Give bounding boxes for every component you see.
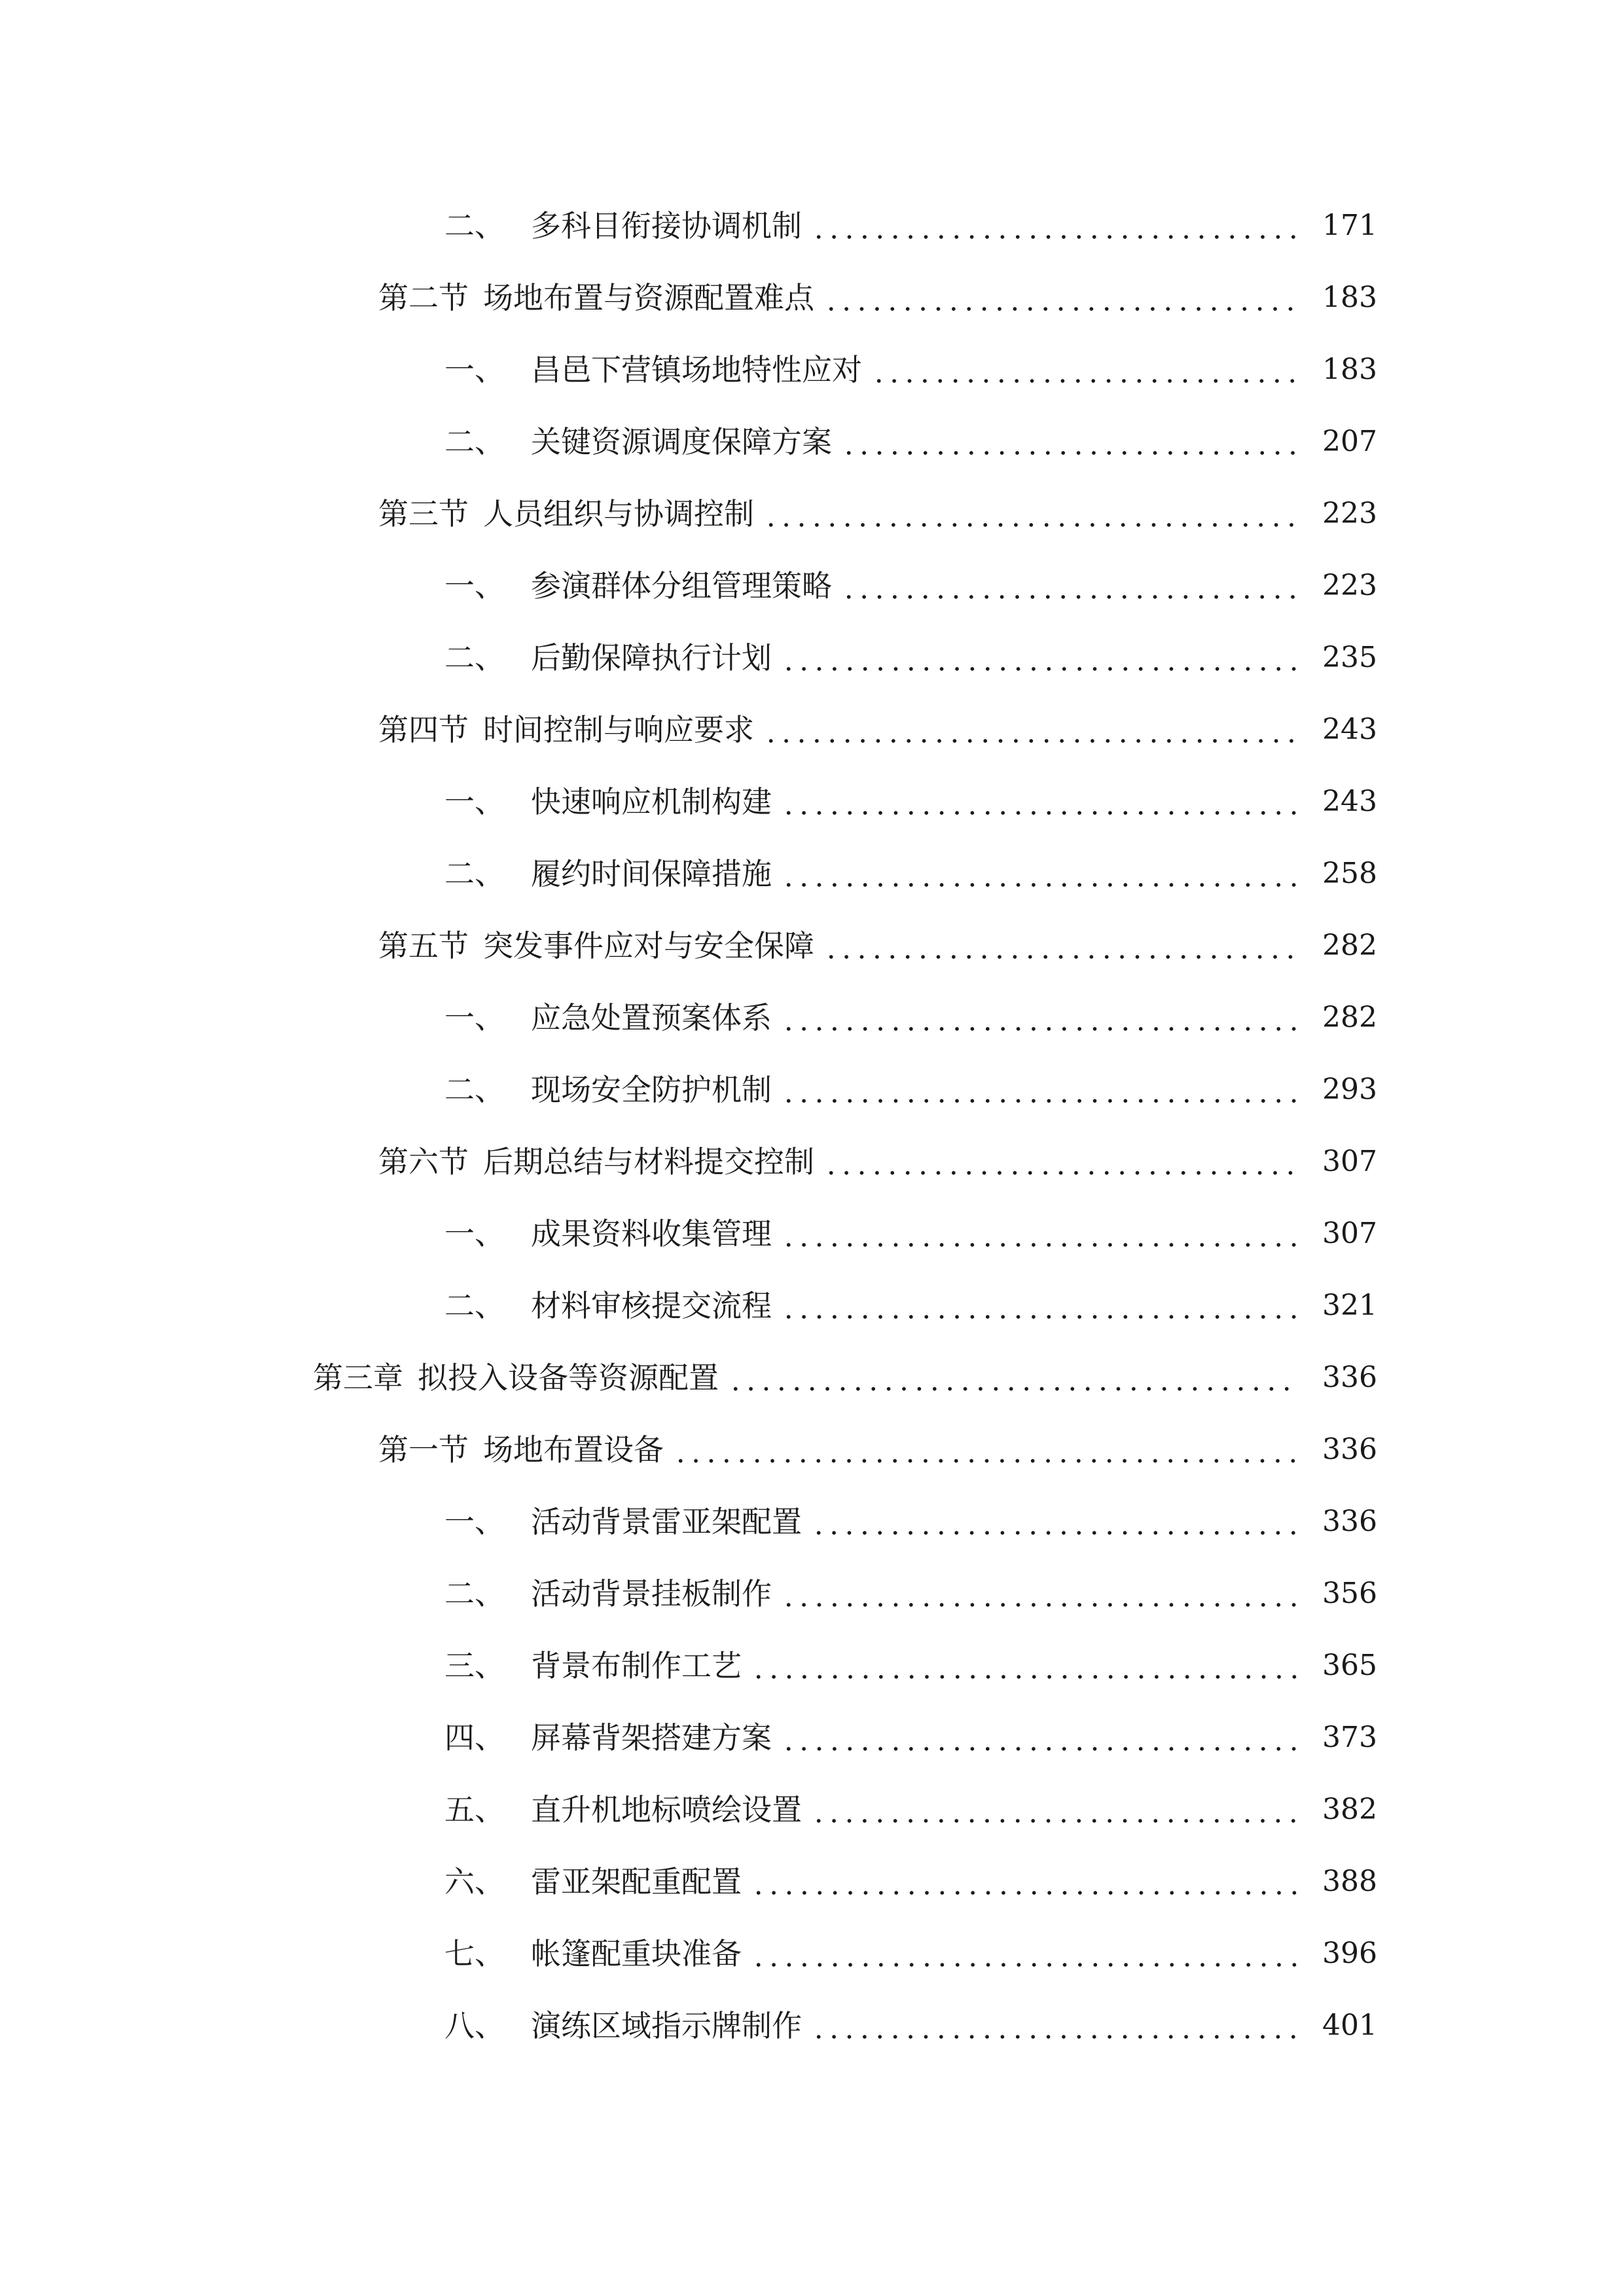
toc-entry-page-number: 282 (1322, 1001, 1377, 1034)
dot-leader (823, 1142, 1297, 1181)
toc-entry[interactable] (0, 1054, 1624, 1126)
toc-entry-page-number: 365 (1322, 1649, 1377, 1682)
toc-entry-page-number: 396 (1322, 1937, 1377, 1970)
toc-entry-title: 后勤保障执行计划 (531, 640, 772, 675)
toc-entry-page-number: 382 (1322, 1793, 1377, 1826)
toc-entry-title: 活动背景雷亚架配置 (531, 1504, 802, 1539)
toc-entry[interactable] (0, 1198, 1624, 1270)
toc-entry[interactable] (0, 478, 1624, 550)
toc-entry-page-number: 223 (1322, 569, 1377, 602)
toc-entry-number: 三、 (444, 1648, 505, 1683)
toc-entry-page-number: 307 (1322, 1145, 1377, 1178)
toc-entry-number: 一、 (444, 352, 505, 387)
toc-entry[interactable] (0, 1702, 1624, 1774)
toc-entry[interactable] (0, 1558, 1624, 1630)
toc-entry-number: 一、 (444, 1216, 505, 1251)
toc-entry-number: 一、 (444, 784, 505, 819)
toc-entry-number: 二、 (444, 1072, 505, 1107)
toc-entry-title: 现场安全防护机制 (531, 1072, 772, 1107)
toc-entry-number: 一、 (444, 1000, 505, 1035)
toc-entry-number: 一、 (444, 1504, 505, 1539)
toc-entry-page-number: 388 (1322, 1865, 1377, 1898)
toc-entry-number: 四、 (444, 1720, 505, 1755)
toc-entry-number: 六、 (444, 1864, 505, 1899)
toc-entry-title: 演练区域指示牌制作 (531, 2008, 802, 2043)
toc-entry-page-number: 207 (1322, 425, 1377, 458)
dot-leader (781, 998, 1297, 1037)
toc-entry-number: 第四节 (378, 712, 469, 747)
toc-entry-page-number: 282 (1322, 929, 1377, 962)
toc-entry-page-number: 336 (1322, 1505, 1377, 1538)
toc-entry-title: 背景布制作工艺 (531, 1648, 742, 1683)
toc-entry-page-number: 243 (1322, 713, 1377, 746)
toc-entry-title: 时间控制与响应要求 (483, 712, 754, 747)
toc-entry-title: 多科目衔接协调机制 (531, 208, 802, 243)
dot-leader (781, 1574, 1297, 1613)
toc-entry[interactable] (0, 1126, 1624, 1198)
toc-entry-page-number: 293 (1322, 1073, 1377, 1106)
toc-entry-title: 直升机地标喷绘设置 (531, 1792, 802, 1827)
toc-entry-title: 履约时间保障措施 (531, 856, 772, 891)
toc-entry[interactable] (0, 1342, 1624, 1414)
dot-leader (751, 1934, 1297, 1973)
toc-entry-page-number: 183 (1322, 353, 1377, 386)
dot-leader (763, 710, 1297, 749)
dot-leader (811, 206, 1297, 245)
dot-leader (781, 1070, 1297, 1109)
toc-entry[interactable] (0, 1990, 1624, 2062)
dot-leader (728, 1358, 1297, 1397)
toc-entry[interactable] (0, 622, 1624, 694)
toc-entry-page-number: 356 (1322, 1577, 1377, 1610)
dot-leader (781, 782, 1297, 821)
toc-entry[interactable] (0, 1414, 1624, 1486)
toc-entry[interactable] (0, 1918, 1624, 1990)
toc-entry-title: 关键资源调度保障方案 (531, 424, 832, 459)
dot-leader (763, 494, 1297, 533)
toc-entry-title: 活动背景挂板制作 (531, 1576, 772, 1611)
toc-entry[interactable] (0, 694, 1624, 766)
toc-entry[interactable] (0, 1774, 1624, 1846)
dot-leader (781, 638, 1297, 677)
toc-entry-number: 第六节 (378, 1144, 469, 1179)
toc-entry-title: 昌邑下营镇场地特性应对 (531, 352, 862, 387)
toc-entry-page-number: 243 (1322, 785, 1377, 818)
toc-entry-number: 二、 (444, 1288, 505, 1323)
toc-entry-number: 五、 (444, 1792, 505, 1827)
toc-entry-title: 成果资料收集管理 (531, 1216, 772, 1251)
toc-entry[interactable] (0, 334, 1624, 406)
toc-entry[interactable] (0, 910, 1624, 982)
toc-entry-title: 拟投入设备等资源配置 (418, 1360, 719, 1395)
toc-entry-title: 场地布置与资源配置难点 (483, 280, 814, 315)
toc-entry-number: 二、 (444, 208, 505, 243)
toc-entry-page-number: 171 (1322, 209, 1377, 242)
toc-entry-page-number: 235 (1322, 641, 1377, 674)
toc-entry-title: 后期总结与材料提交控制 (483, 1144, 814, 1179)
dot-leader (781, 1718, 1297, 1757)
toc-entry-number: 第三节 (378, 496, 469, 531)
toc-entry-number: 第一节 (378, 1432, 469, 1467)
toc-entry[interactable] (0, 550, 1624, 622)
toc-entry[interactable] (0, 838, 1624, 910)
toc-entry[interactable] (0, 1270, 1624, 1342)
toc-entry[interactable] (0, 982, 1624, 1054)
toc-entry-title: 帐篷配重块准备 (531, 1936, 742, 1971)
toc-entry-number: 二、 (444, 1576, 505, 1611)
toc-entry-page-number: 401 (1322, 2009, 1377, 2042)
toc-entry-title: 场地布置设备 (483, 1432, 664, 1467)
toc-entry-number: 二、 (444, 856, 505, 891)
dot-leader (823, 926, 1297, 965)
dot-leader (673, 1430, 1297, 1469)
toc-entry-page-number: 223 (1322, 497, 1377, 530)
toc-entry[interactable] (0, 1846, 1624, 1918)
dot-leader (841, 422, 1297, 461)
toc-entry-title: 参演群体分组管理策略 (531, 568, 832, 603)
toc-entry-page-number: 258 (1322, 857, 1377, 890)
dot-leader (781, 1214, 1297, 1253)
toc-entry[interactable] (0, 1630, 1624, 1702)
toc-entry-number: 二、 (444, 640, 505, 675)
dot-leader (781, 854, 1297, 893)
toc-entry[interactable] (0, 406, 1624, 478)
toc-entry-number: 第五节 (378, 928, 469, 963)
toc-entry-page-number: 321 (1322, 1289, 1377, 1322)
dot-leader (823, 278, 1297, 317)
toc-entry[interactable] (0, 190, 1624, 262)
toc-entry-title: 材料审核提交流程 (531, 1288, 772, 1323)
toc-entry-page-number: 336 (1322, 1433, 1377, 1466)
toc-entry-number: 七、 (444, 1936, 505, 1971)
toc-entry[interactable] (0, 1486, 1624, 1558)
toc-entry-title: 屏幕背架搭建方案 (531, 1720, 772, 1755)
toc-entry-page-number: 336 (1322, 1361, 1377, 1394)
table-of-contents (0, 190, 1624, 2062)
toc-entry-title: 雷亚架配重配置 (531, 1864, 742, 1899)
toc-entry-number: 八、 (444, 2008, 505, 2043)
dot-leader (811, 2006, 1297, 2045)
dot-leader (841, 566, 1297, 605)
toc-entry-page-number: 373 (1322, 1721, 1377, 1754)
dot-leader (871, 350, 1297, 389)
toc-entry-title: 突发事件应对与安全保障 (483, 928, 814, 963)
toc-entry[interactable] (0, 262, 1624, 334)
dot-leader (751, 1646, 1297, 1685)
dot-leader (781, 1286, 1297, 1325)
toc-entry-number: 第三章 (313, 1360, 403, 1395)
toc-entry-number: 二、 (444, 424, 505, 459)
toc-entry-title: 人员组织与协调控制 (483, 496, 754, 531)
toc-entry-title: 快速响应机制构建 (531, 784, 772, 819)
toc-entry-title: 应急处置预案体系 (531, 1000, 772, 1035)
dot-leader (751, 1862, 1297, 1901)
toc-entry-number: 第二节 (378, 280, 469, 315)
toc-entry[interactable] (0, 766, 1624, 838)
dot-leader (811, 1790, 1297, 1829)
toc-entry-page-number: 183 (1322, 281, 1377, 314)
toc-entry-number: 一、 (444, 568, 505, 603)
dot-leader (811, 1502, 1297, 1541)
toc-entry-page-number: 307 (1322, 1217, 1377, 1250)
